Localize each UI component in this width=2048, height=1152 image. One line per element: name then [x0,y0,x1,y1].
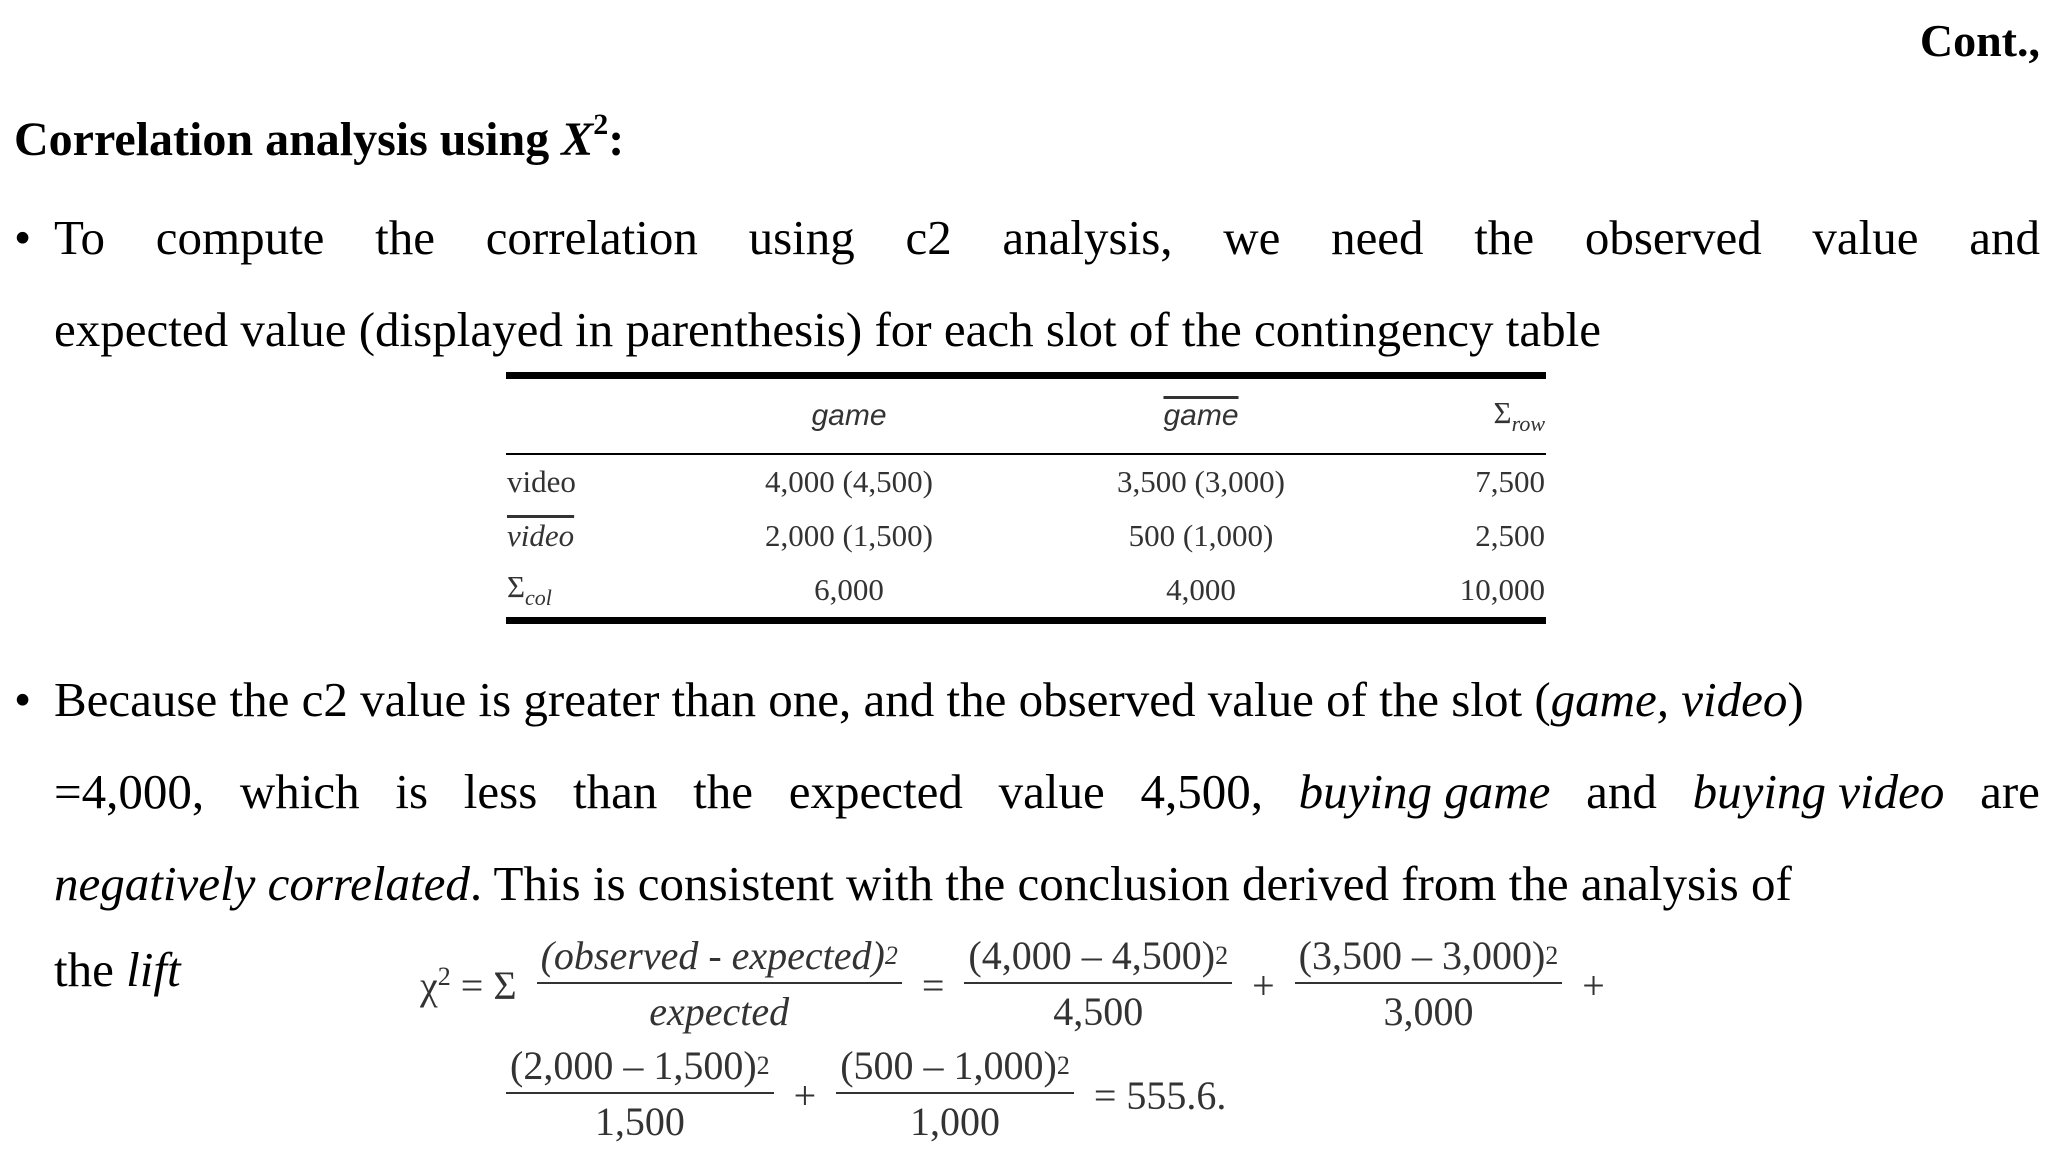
col-header-not-game: game [1010,379,1392,454]
bullet-2 [14,654,2040,930]
contingency-table [506,372,1546,624]
bullet-1-line-2: expected value (displayed in parenthesis) for each slot of the contingency table [54,302,1601,357]
bullet-1-line-1: To compute the correlation using c2 analysis, we need the observed value and [54,210,2040,265]
heading-exponent: 2 [593,108,609,141]
bullet-dot: • [14,672,32,727]
plus-sign: + [793,1072,817,1118]
bullet-2-line-1: Because the c2 value is greater than one, and the observed value of the slot (game, video) [54,672,1804,727]
fraction-term-3: $\frac{(2,000 - 1,500)^2}{1,500}$ [506,1040,774,1150]
col-header-sum-row: $\Sigma_{row}$ [1392,379,1546,454]
bullet-2-line-2: =4,000, which is less than the expected value 4,500, buying game and buying video are [54,764,2040,819]
cont-label: Cont., [1919,15,2040,66]
heading-text: Correlation analysis using [14,113,562,166]
fraction-term-1: $\frac{(4,000 - 4,500)^2}{4,500}$ [964,930,1232,1040]
bullet-2-line-3: negatively correlated. This is consistent with the conclusion derived from the analysis of [54,856,1792,911]
table-cell: 4,000 (4,500) [765,464,933,499]
chi-symbol: $\chi^2 = \Sigma$ [420,961,517,1008]
row-label-video: video [507,464,576,499]
table-row [506,563,1546,617]
equals-sign: = [921,962,945,1008]
row-label-sum-col: $\Sigma_{col}$ [507,569,552,610]
table-row [506,509,1546,563]
table-cell: 2,500 [1475,518,1545,553]
formula-result: = 555.6. [1093,1072,1227,1118]
table-cell: 4,000 [1166,572,1236,607]
plus-sign: + [1252,962,1275,1008]
bullet-1 [14,192,2040,376]
bullet-dot: • [14,210,32,265]
table-cell: 7,500 [1475,464,1545,499]
table-cell: 10,000 [1459,572,1545,607]
fraction-term-2: $\frac{(3,500 - 3,000)^2}{3,000}$ [1295,930,1563,1040]
row-label-not-video: video [507,518,575,553]
table-row [506,454,1546,509]
chi-square-formula-line-1 [410,930,1615,1040]
section-heading [14,108,625,167]
table-cell: 2,000 (1,500) [765,518,933,553]
fraction-term-4: $\frac{(500 - 1,000)^2}{1,000}$ [836,1040,1074,1150]
heading-colon: : [608,113,625,166]
col-header-game: game [688,379,1010,454]
table-corner [506,379,688,454]
plus-sign: + [1582,962,1605,1008]
table-cell: 500 (1,000) [1128,518,1274,553]
lift-label: the lift [54,942,181,997]
fraction-general: $\frac{(observed - expected)^2}{\text{expected}}$ [537,930,902,1040]
heading-symbol: X [561,113,594,166]
table-cell: 6,000 [814,572,884,607]
table-cell: 3,500 (3,000) [1117,464,1285,499]
chi-square-formula-line-2 [506,1040,1236,1150]
